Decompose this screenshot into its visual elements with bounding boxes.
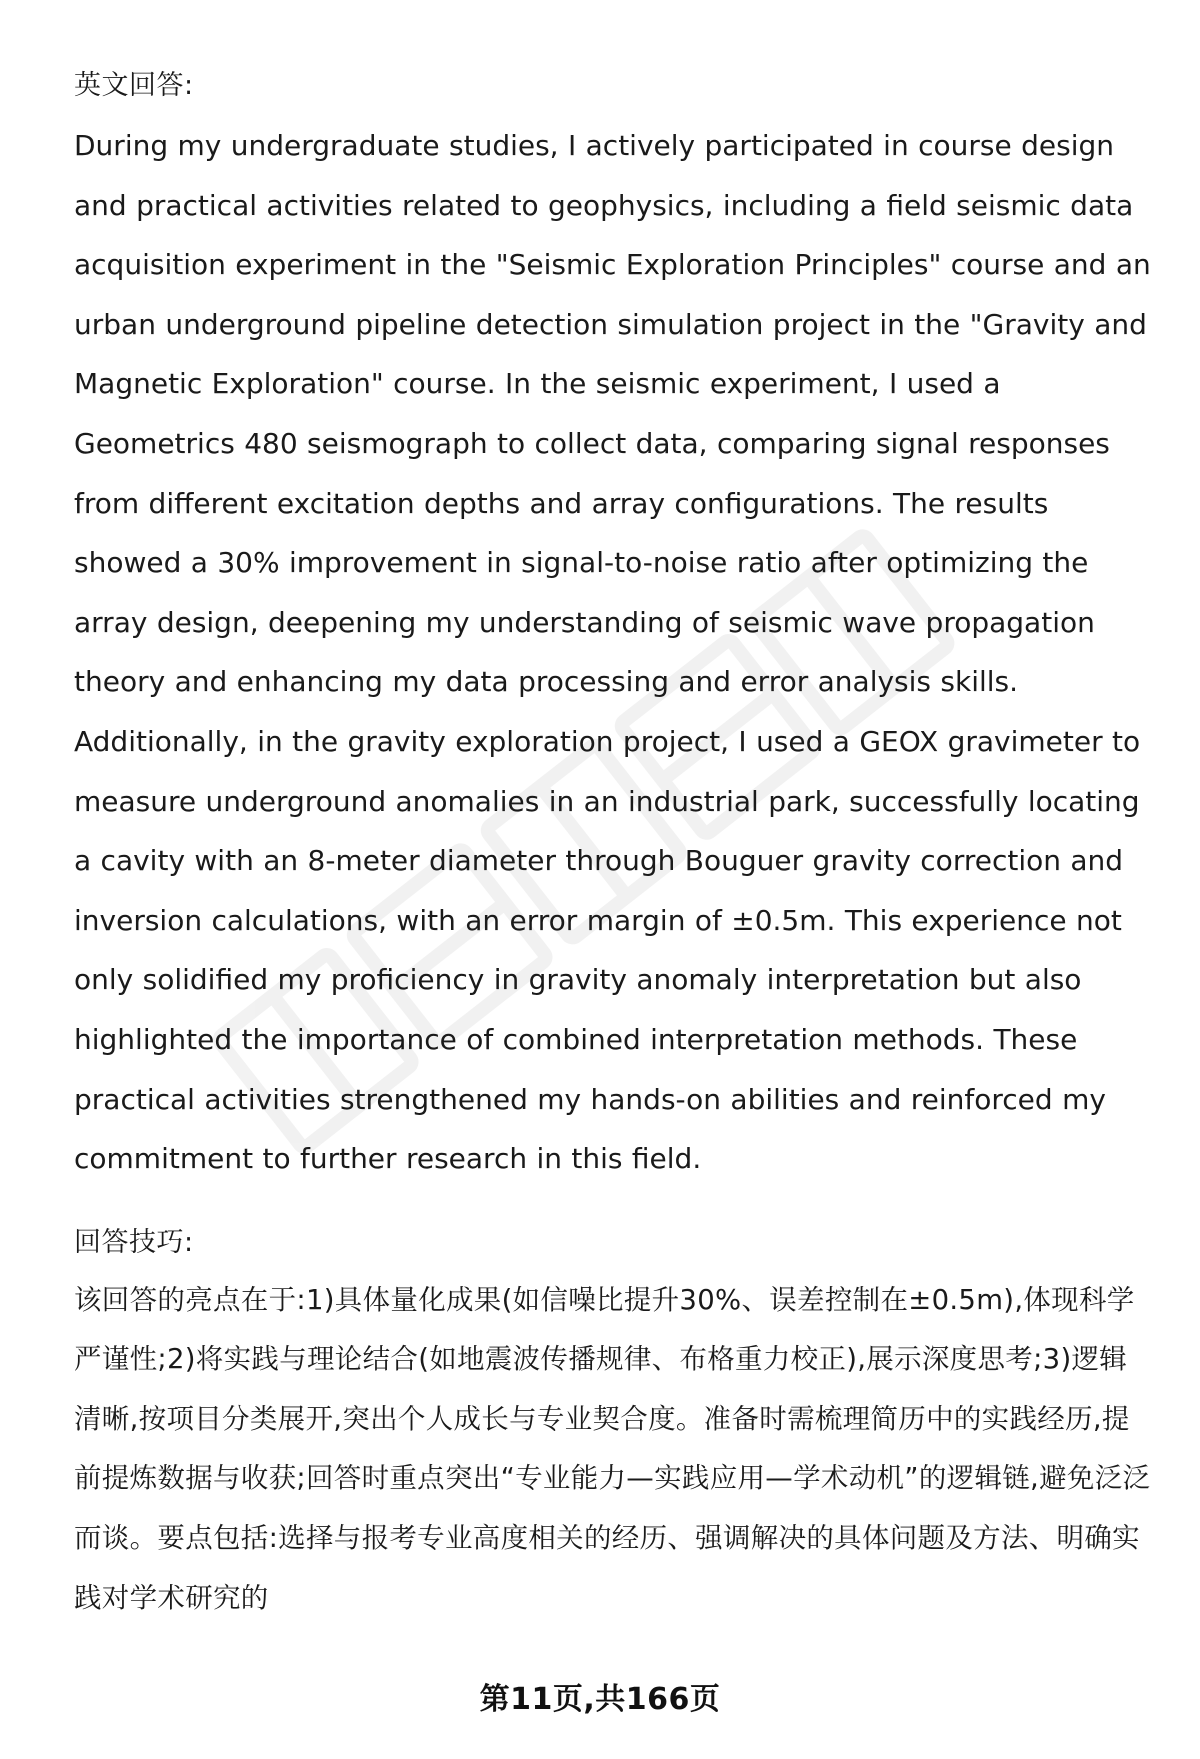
answer-tips-heading: 回答技巧: — [74, 1226, 194, 1258]
english-answer-body: During my undergraduate studies, I actively participated in course design and practical activities related to geophysics, including a field seismic data acquisition experiment in the "Seismic Exploration Principles" course and an urban underground pipeline detection simulation project in the "Gravity and Magnetic Exploration" course. In the seismic experiment, I used a Geometrics 480 seismograph to collect data, comparing signal responses from different excitation depths and array configurations. The results showed a 30% improvement in signal-to-noise ratio after optimizing the array design, deepening my understanding of seismic wave propagation theory and enhancing my data processing and error analysis skills. Additionally, in the gravity exploration project, I used a GEOX gravimeter to measure underground anomalies in an industrial park, successfully locating a cavity with an 8-meter diameter through Bouguer gravity correction and inversion calculations, with an error margin of ±0.5m. This experience not only solidified my proficiency in gravity anomaly interpretation but also highlighted the importance of combined interpretation methods. These practical activities strengthened my hands-on abilities and reinforced my commitment to further research in this field. — [74, 129, 1151, 1176]
answer-tips-body: 该回答的亮点在于:1)具体量化成果(如信噪比提升30%、误差控制在±0.5m),体现科学严谨性;2)将实践与理论结合(如地震波传播规律、布格重力校正),展示深度思考;3)逻辑清晰,按项目分类展开,突出个人成长与专业契合度。准备时需梳理简历中的实践经历,提前提炼数据与收获;回答时重点突出“专业能力—实践应用—学术动机”的逻辑链,避免泛泛而谈。要点包括:选择与报考专业高度相关的经历、强调解决的具体问题及方法、明确实践对学术研究的 — [74, 1283, 1151, 1614]
english-answer-heading: 英文回答: — [74, 70, 194, 101]
document-page — [74, 62, 1154, 1628]
page-number-footer: 第11页,共166页 — [479, 1682, 721, 1717]
